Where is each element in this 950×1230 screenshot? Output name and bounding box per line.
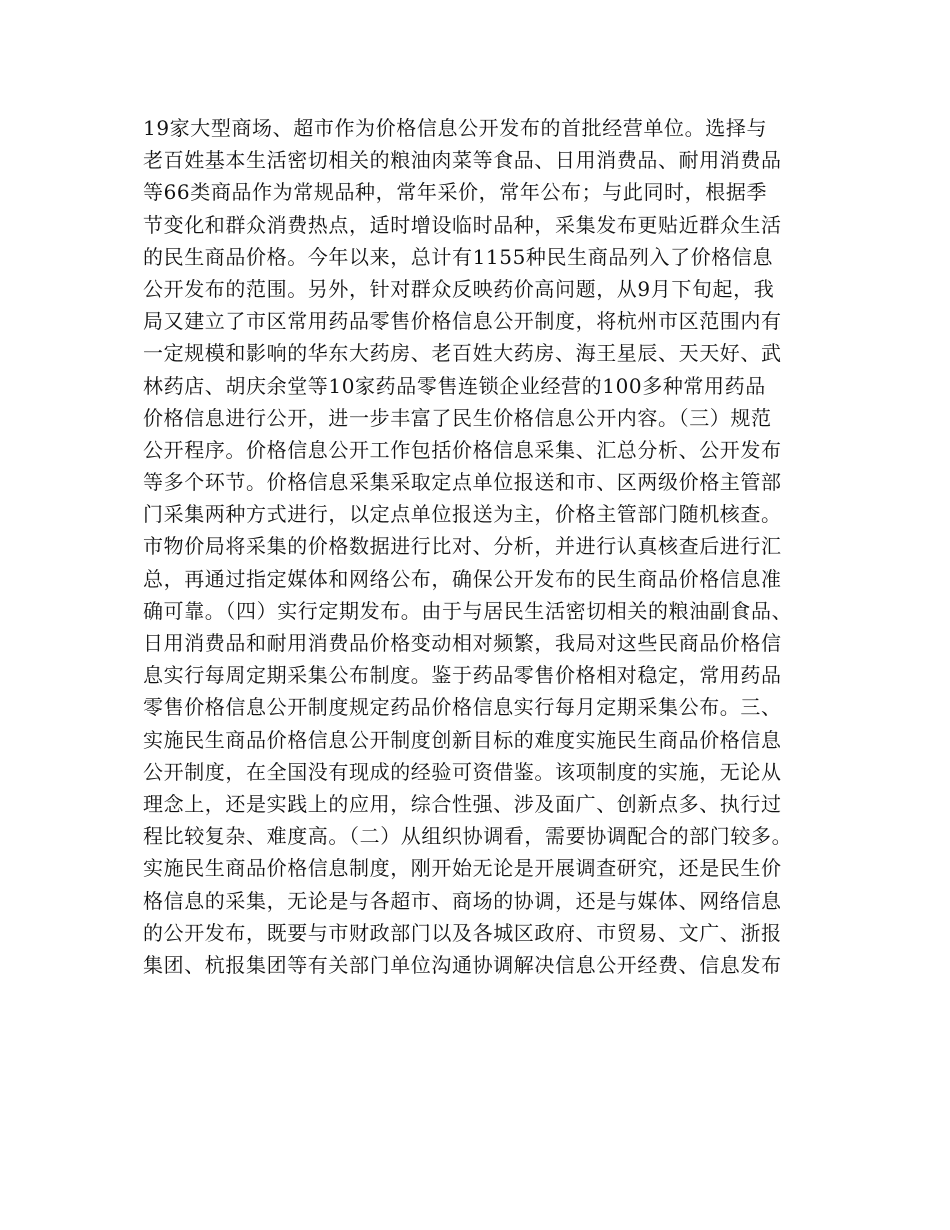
text-line: 实施民生商品价格信息公开制度创新目标的难度实施民生商品价格信息 — [143, 727, 782, 752]
text-line: 实施民生商品价格信息制度，刚开始无论是开展调查研究，还是民生价 — [143, 856, 782, 881]
text-line: 19家大型商场、超市作为价格信息公开发布的首批经营单位。选择与 — [143, 116, 768, 140]
text-line: 等66类商品作为常规品种，常年采价，常年公布；与此同时，根据季 — [143, 180, 768, 205]
text-line: 公开制度，在全国没有现成的经验可资借鉴。该项制度的实施，无论从 — [143, 759, 782, 784]
text-line: 的民生商品价格。今年以来，总计有1155种民生商品列入了价格信息 — [143, 244, 774, 269]
text-line: 老百姓基本生活密切相关的粮油肉菜等食品、日用消费品、耐用消费品 — [143, 148, 782, 173]
text-line: 格信息的采集，无论是与各超市、商场的协调，还是与媒体、网络信息 — [143, 888, 782, 913]
text-line: 确可靠。（四）实行定期发布。由于与居民生活密切相关的粮油副食品、 — [143, 598, 793, 623]
text-line: 集团、杭报集团等有关部门单位沟通协调解决信息公开经费、信息发布 — [143, 952, 782, 977]
text-line: 公开发布的范围。另外，针对群众反映药价高问题，从9月下旬起，我 — [143, 276, 775, 301]
text-line: 理念上，还是实践上的应用，综合性强、涉及面广、创新点多、执行过 — [143, 791, 782, 816]
text-line: 市物价局将采集的价格数据进行比对、分析，并进行认真核查后进行汇 — [143, 534, 782, 559]
body-text — [143, 112, 833, 981]
text-line: 局又建立了市区常用药品零售价格信息公开制度，将杭州市区范围内有 — [143, 309, 782, 334]
text-line: 的公开发布，既要与市财政部门以及各城区政府、市贸易、文广、浙报 — [143, 920, 782, 945]
text-line: 等多个环节。价格信息采集采取定点单位报送和市、区两级价格主管部 — [143, 470, 782, 495]
text-line: 价格信息进行公开，进一步丰富了民生价格信息公开内容。（三）规范 — [143, 405, 772, 430]
text-line: 程比较复杂、难度高。（二）从组织协调看，需要协调配合的部门较多。 — [143, 824, 793, 849]
text-line: 公开程序。价格信息公开工作包括价格信息采集、汇总分析、公开发布 — [143, 437, 782, 462]
text-line: 林药店、胡庆余堂等10家药品零售连锁企业经营的100多种常用药品 — [143, 373, 766, 398]
text-line: 息实行每周定期采集公布制度。鉴于药品零售价格相对稳定，常用药品 — [143, 663, 782, 688]
text-line: 一定规模和影响的华东大药房、老百姓大药房、海王星辰、天天好、武 — [143, 341, 782, 366]
text-line: 节变化和群众消费热点，适时增设临时品种，采集发布更贴近群众生活 — [143, 212, 782, 237]
text-line: 日用消费品和耐用消费品价格变动相对频繁，我局对这些民商品价格信 — [143, 631, 782, 655]
text-line: 门采集两种方式进行，以定点单位报送为主，价格主管部门随机核查。 — [143, 502, 782, 527]
text-line: 总，再通过指定媒体和网络公布，确保公开发布的民生商品价格信息准 — [143, 566, 782, 591]
text-line: 零售价格信息公开制度规定药品价格信息实行每月定期采集公布。三、 — [143, 695, 782, 720]
